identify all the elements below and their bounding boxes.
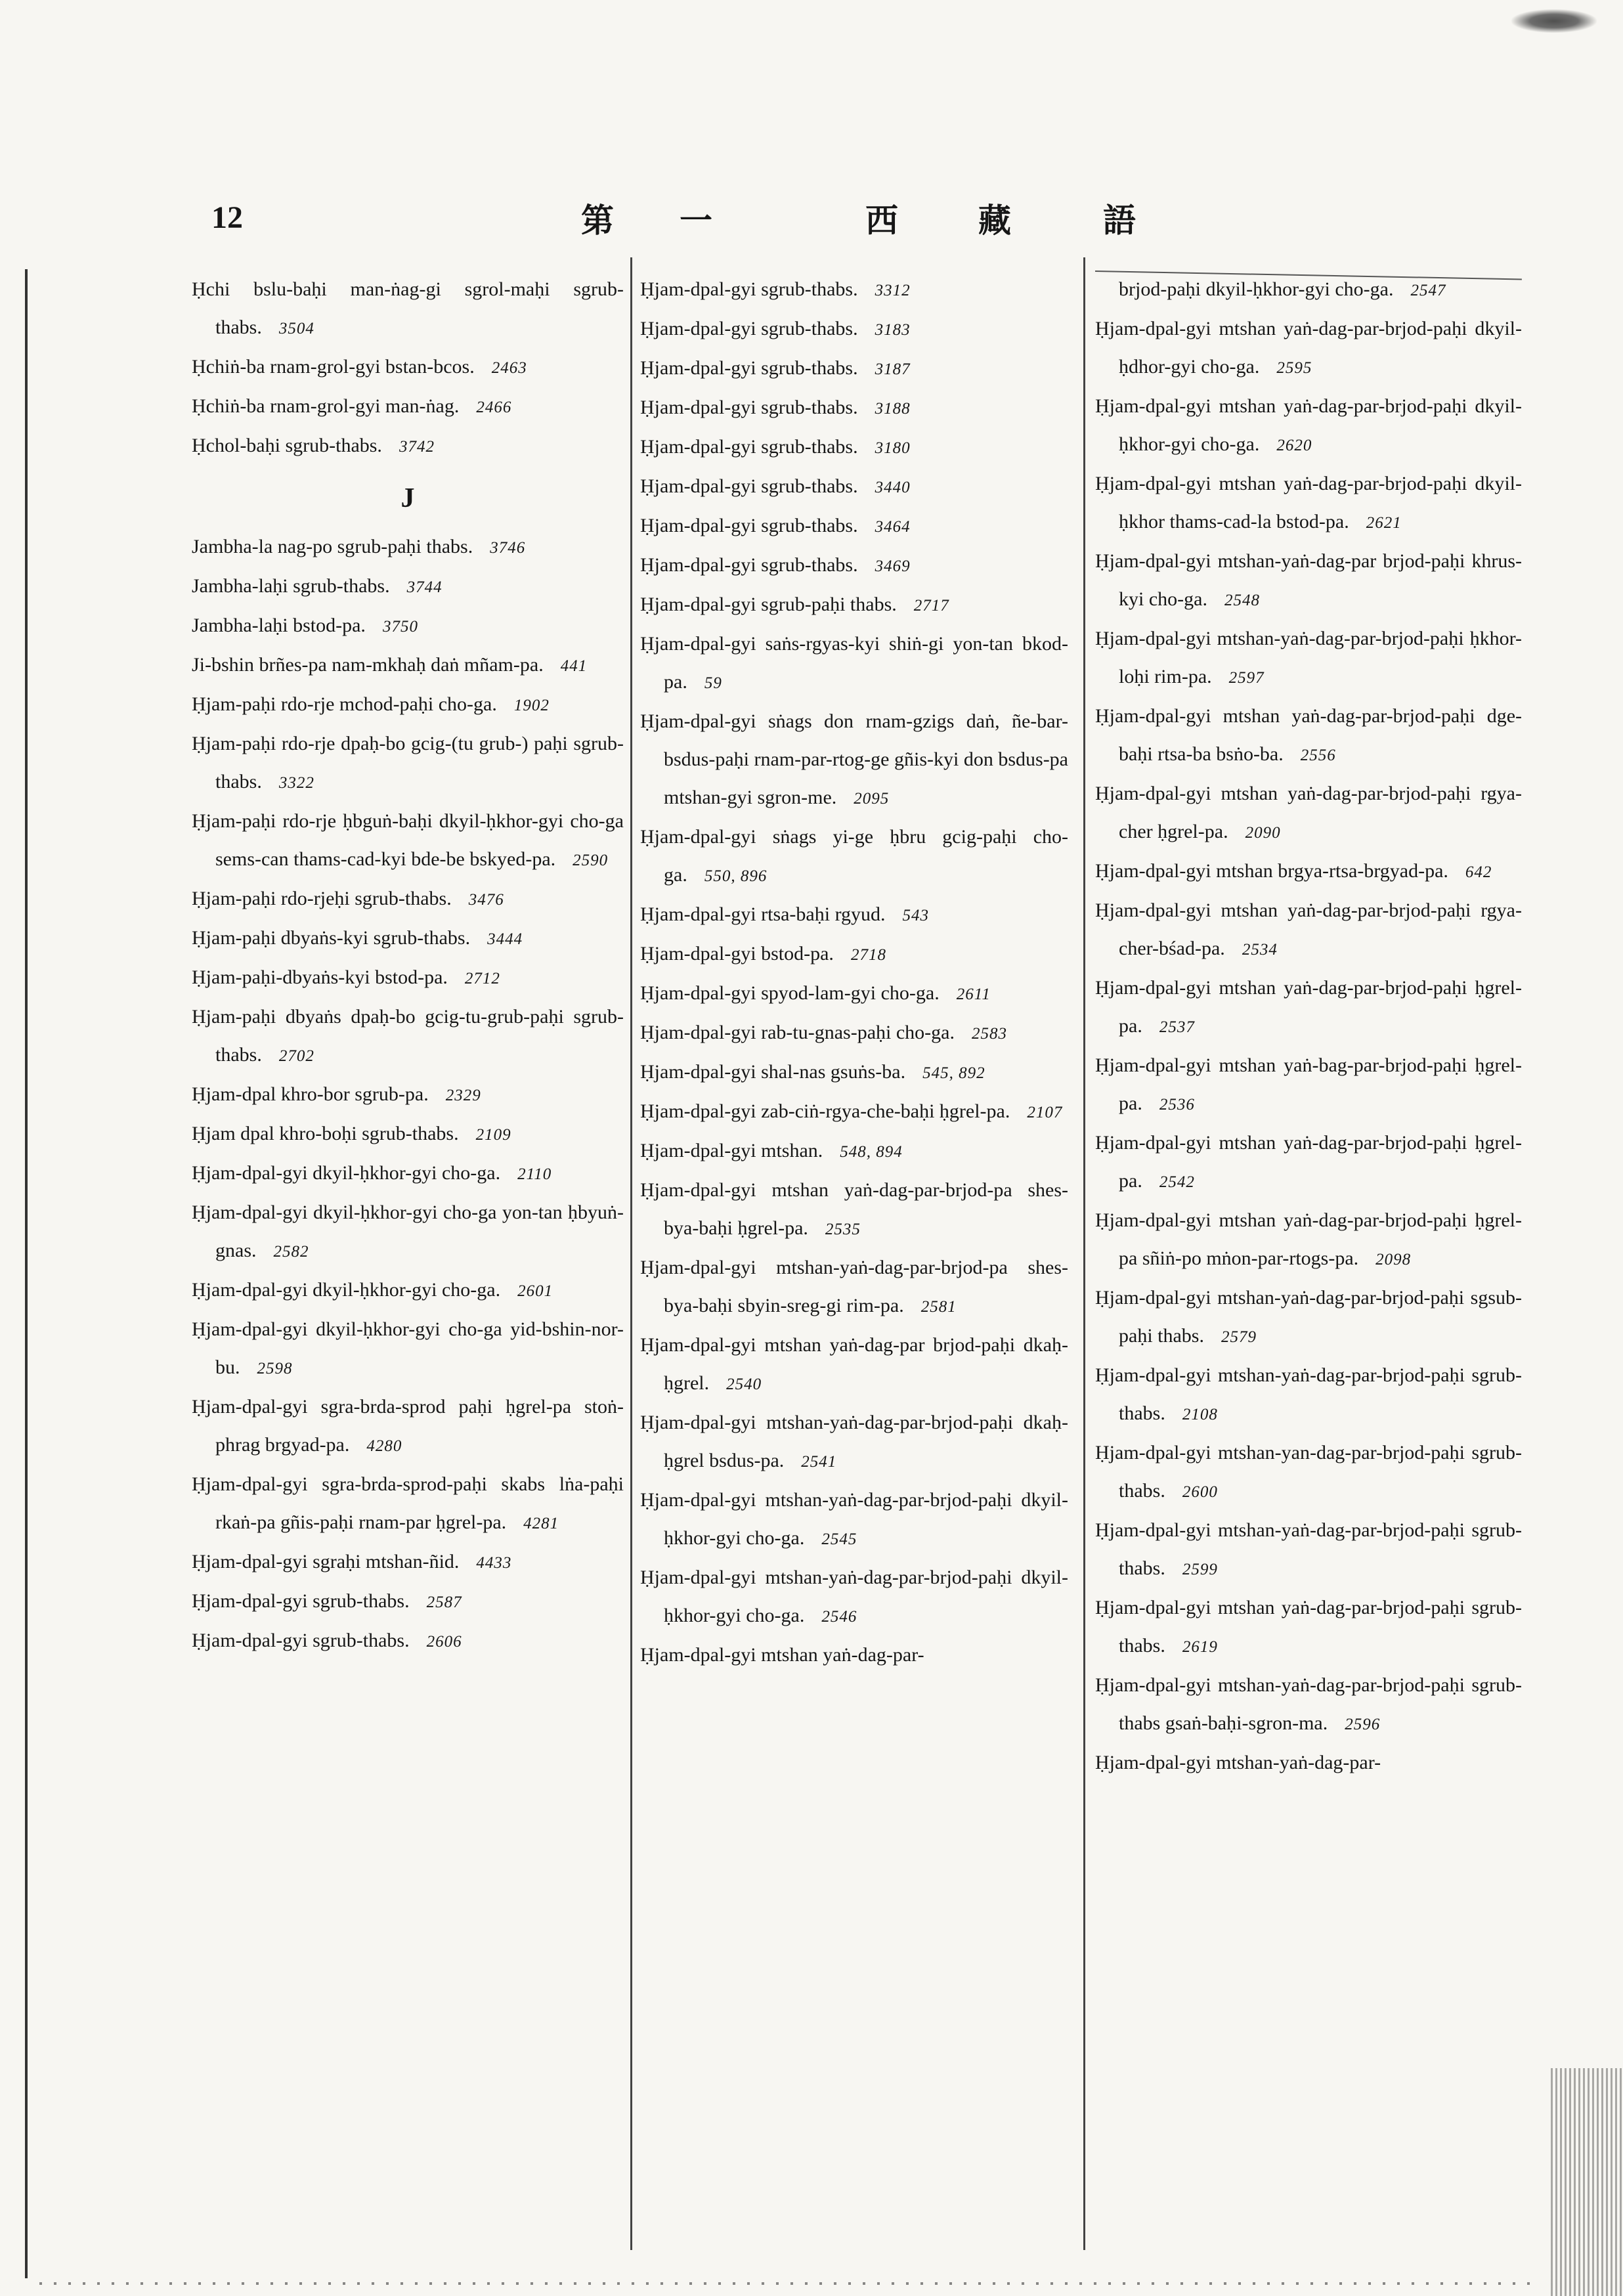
entry-title: Ḥchol-baḥi sgrub-thabs. bbox=[192, 435, 382, 456]
entry-catalog-number: 2601 bbox=[517, 1282, 553, 1300]
entry-title: Ḥchiṅ-ba rnam-grol-gyi man-ṅag. bbox=[192, 395, 460, 417]
entry-catalog-number: 543 bbox=[902, 907, 930, 924]
entry-catalog-number: 2587 bbox=[426, 1593, 462, 1611]
entry-title: Ḥjam-dpal-gyi mtshan yaṅ-dag-par-brjod-paḥi dge-baḥi rtsa-ba bsṅo-ba. bbox=[1095, 705, 1522, 765]
entry-title: Ḥchiṅ-ba rnam-grol-gyi bstan-bcos. bbox=[192, 356, 475, 378]
index-entry bbox=[1095, 542, 1522, 620]
index-entry bbox=[1095, 1666, 1522, 1744]
entry-catalog-number: 2581 bbox=[920, 1298, 957, 1316]
index-entry bbox=[640, 703, 1068, 818]
column-divider bbox=[1083, 257, 1085, 2250]
entry-title: Ḥjam-dpal-gyi mtshan yaṅ-dag-par-brjod-pa shes-bya-baḥi ḥgrel-pa. bbox=[640, 1179, 1068, 1239]
entry-catalog-number: 545, 892 bbox=[922, 1064, 985, 1082]
scan-artifact bbox=[1511, 9, 1597, 33]
entry-catalog-number: 3322 bbox=[278, 774, 314, 792]
entry-catalog-number: 2545 bbox=[821, 1530, 857, 1548]
index-entry bbox=[192, 387, 624, 427]
entry-title: Ḥjam-dpal-gyi sgra-brda-sprod-paḥi skabs lṅa-paḥi rkaṅ-pa gñis-paḥi rnam-par ḥgrel-pa. bbox=[192, 1473, 624, 1533]
entry-catalog-number: 59 bbox=[704, 674, 722, 692]
index-entry bbox=[640, 935, 1068, 974]
entry-catalog-number: 2108 bbox=[1182, 1406, 1218, 1423]
entry-catalog-number: 2107 bbox=[1027, 1104, 1063, 1121]
index-entry bbox=[1095, 852, 1522, 892]
entry-title: Ḥjam-dpal-gyi sgrub-thabs. bbox=[640, 436, 858, 458]
entry-catalog-number: 1902 bbox=[513, 697, 550, 714]
entry-catalog-number: 3180 bbox=[875, 439, 911, 457]
entry-title: Ḥjam-dpal-gyi mtshan-yaṅ-dag-par-brjod-paḥi sgsub-paḥi thabs. bbox=[1095, 1287, 1522, 1347]
entry-catalog-number: 2596 bbox=[1345, 1716, 1381, 1733]
entry-catalog-number: 2095 bbox=[854, 790, 890, 808]
index-entry bbox=[192, 685, 624, 725]
index-entry bbox=[192, 348, 624, 387]
entry-title: Ḥjam-dpal-gyi sgrub-thabs. bbox=[640, 318, 858, 339]
title-char: 語 bbox=[1103, 201, 1136, 240]
index-entry bbox=[1095, 1744, 1522, 1782]
index-entry bbox=[192, 919, 624, 959]
entry-title: Ḥjam-dpal-gyi mtshan yaṅ-dag-par-brjod-paḥi ḥgrel-pa. bbox=[1095, 977, 1522, 1037]
entry-catalog-number: 2542 bbox=[1159, 1173, 1195, 1191]
title-char: 藏 bbox=[978, 201, 1011, 240]
index-entry bbox=[640, 310, 1068, 349]
entry-catalog-number: 4433 bbox=[476, 1554, 512, 1572]
entry-list bbox=[192, 271, 624, 466]
entry-catalog-number: 3444 bbox=[487, 930, 523, 948]
entry-title: Ḥjam-dpal-gyi mtshan-yan-dag-par-brjod-paḥi sgrub-thabs. bbox=[1095, 1442, 1522, 1502]
entry-title: brjod-paḥi dkyil-ḥkhor-gyi cho-ga. bbox=[1119, 278, 1394, 300]
entry-title: Ḥjam-dpal-gyi mtshan yaṅ-dag-par-brjod-paḥi dkyil-ḥkhor-gyi cho-ga. bbox=[1095, 395, 1522, 455]
entry-title: Ḥjam-paḥi rdo-rje dpaḥ-bo gcig-(tu grub-) paḥi sgrub-thabs. bbox=[192, 733, 624, 792]
entry-catalog-number: 3312 bbox=[875, 282, 911, 299]
index-entry bbox=[1095, 271, 1522, 310]
index-entry bbox=[640, 1404, 1068, 1481]
entry-catalog-number: 2619 bbox=[1182, 1638, 1218, 1656]
index-entry bbox=[1095, 1511, 1522, 1589]
entry-catalog-number: 2595 bbox=[1276, 359, 1312, 377]
entry-catalog-number: 2535 bbox=[825, 1221, 861, 1238]
index-entry bbox=[640, 974, 1068, 1014]
index-entry bbox=[192, 959, 624, 998]
index-entry bbox=[640, 1132, 1068, 1171]
entry-catalog-number: 2620 bbox=[1276, 437, 1312, 454]
index-entry bbox=[192, 802, 624, 880]
index-entry bbox=[192, 1388, 624, 1465]
index-entry bbox=[1095, 1589, 1522, 1666]
entry-catalog-number: 2717 bbox=[913, 597, 949, 615]
entry-catalog-number: 4280 bbox=[366, 1437, 402, 1455]
entry-catalog-number: 2547 bbox=[1410, 282, 1446, 299]
index-entry bbox=[640, 1326, 1068, 1404]
entry-catalog-number: 3746 bbox=[490, 539, 526, 557]
entry-catalog-number: 2606 bbox=[426, 1633, 462, 1651]
entry-catalog-number: 2536 bbox=[1159, 1096, 1195, 1114]
index-entry bbox=[640, 349, 1068, 389]
index-entry bbox=[640, 271, 1068, 310]
entry-title: Ḥjam-dpal khro-bor sgrub-pa. bbox=[192, 1083, 429, 1105]
index-entry bbox=[640, 1559, 1068, 1636]
index-entry bbox=[1095, 1047, 1522, 1124]
entry-catalog-number: 548, 894 bbox=[840, 1143, 903, 1161]
column-divider bbox=[630, 257, 632, 2250]
entry-catalog-number: 441 bbox=[560, 657, 588, 675]
entry-title: Ḥjam-dpal-gyi sgra-brda-sprod paḥi ḥgrel-pa stoṅ-phrag brgyad-pa. bbox=[192, 1396, 624, 1456]
entry-title: Ḥjam-dpal-gyi mtshan yaṅ-dag-par-brjod-paḥi rgya-cher ḥgrel-pa. bbox=[1095, 783, 1522, 842]
entry-title: Ḥjam-dpal-gyi sṅags don rnam-gzigs daṅ, ñe-bar-bsdus-paḥi rnam-par-rtog-ge gñis-kyi don bsdus-pa mtshan-gyi sgron-me. bbox=[640, 710, 1068, 808]
entry-title: Ḥjam-dpal-gyi saṅs-rgyas-kyi shiṅ-gi yon-tan bkod-pa. bbox=[640, 633, 1068, 693]
entry-title: Ḥjam-paḥi dbyaṅs dpaḥ-bo gcig-tu-grub-paḥi sgrub-thabs. bbox=[192, 1006, 624, 1066]
entry-catalog-number: 2590 bbox=[573, 852, 609, 869]
entry-catalog-number: 2702 bbox=[278, 1047, 314, 1065]
index-entry bbox=[640, 1171, 1068, 1249]
index-entry bbox=[192, 1543, 624, 1582]
index-entry bbox=[640, 1093, 1068, 1132]
index-entry bbox=[192, 528, 624, 567]
entry-title: Ji-bshin brñes-pa nam-mkhaḥ daṅ mñam-pa. bbox=[192, 654, 544, 676]
index-entry bbox=[640, 389, 1068, 428]
title-char: 西 bbox=[865, 201, 898, 240]
entry-title: Ḥjam-dpal-gyi dkyil-ḥkhor-gyi cho-ga yon-tan ḥbyuṅ-gnas. bbox=[192, 1202, 624, 1261]
entry-title: Ḥjam-dpal-gyi mtshan-yaṅ-dag-par- bbox=[1095, 1752, 1381, 1773]
entry-catalog-number: 2599 bbox=[1182, 1561, 1218, 1578]
entry-catalog-number: 2548 bbox=[1224, 592, 1260, 609]
scan-bottom-noise bbox=[39, 2282, 1531, 2285]
entry-title: Ḥjam-paḥi rdo-rje mchod-paḥi cho-ga. bbox=[192, 693, 497, 715]
index-entry bbox=[1095, 1124, 1522, 1202]
index-entry bbox=[1095, 1434, 1522, 1511]
entry-title: Ḥjam-dpal-gyi mtshan-yaṅ-dag-par brjod-paḥi khrus-kyi cho-ga. bbox=[1095, 550, 1522, 610]
entry-title: Ḥjam-dpal-gyi sgrub-thabs. bbox=[640, 357, 858, 379]
entry-title: Ḥjam-dpal-gyi sgrub-thabs. bbox=[640, 554, 858, 576]
index-column-3 bbox=[1095, 271, 1522, 1782]
entry-title: Ḥjam-dpal-gyi mtshan-yaṅ-dag-par-brjod-paḥi sgrub-thabs gsaṅ-baḥi-sgron-ma. bbox=[1095, 1674, 1522, 1734]
index-entry bbox=[192, 725, 624, 802]
entry-catalog-number: 3476 bbox=[468, 891, 504, 909]
entry-title: Ḥjam-dpal-gyi rab-tu-gnas-paḥi cho-ga. bbox=[640, 1022, 955, 1043]
entry-title: Jambha-la nag-po sgrub-paḥi thabs. bbox=[192, 536, 473, 557]
index-entry bbox=[640, 1249, 1068, 1326]
entry-title: Ḥjam-dpal-gyi mtshan yaṅ-dag-par-brjod-paḥi ḥgrel-pa. bbox=[1095, 1132, 1522, 1192]
entry-title: Ḥjam-dpal-gyi sgrub-thabs. bbox=[192, 1630, 410, 1651]
entry-catalog-number: 2597 bbox=[1228, 669, 1265, 687]
entry-title: Ḥjam-dpal-gyi sgraḥi mtshan-ñid. bbox=[192, 1551, 460, 1572]
entry-catalog-number: 2546 bbox=[821, 1608, 857, 1626]
entry-title: Ḥjam-dpal-gyi sgrub-paḥi thabs. bbox=[640, 594, 897, 615]
index-entry bbox=[1095, 1202, 1522, 1279]
entry-title: Ḥjam-dpal-gyi sgrub-thabs. bbox=[640, 515, 858, 536]
entry-catalog-number: 2582 bbox=[273, 1243, 309, 1261]
index-entry bbox=[1095, 1279, 1522, 1356]
index-entry bbox=[192, 1465, 624, 1543]
entry-title: Ḥchi bslu-baḥi man-ṅag-gi sgrol-maḥi sgrub-thabs. bbox=[192, 278, 624, 338]
entry-title: Ḥjam-dpal-gyi mtshan yaṅ-dag-par-brjod-paḥi dkyil-ḥkhor thams-cad-la bstod-pa. bbox=[1095, 473, 1522, 532]
index-entry bbox=[192, 1115, 624, 1154]
index-entry bbox=[192, 998, 624, 1075]
index-entry bbox=[1095, 969, 1522, 1047]
entry-catalog-number: 2329 bbox=[445, 1087, 481, 1104]
index-entry bbox=[640, 625, 1068, 703]
entry-catalog-number: 550, 896 bbox=[704, 867, 768, 885]
entry-title: Jambha-laḥi bstod-pa. bbox=[192, 615, 366, 636]
entry-title: Ḥjam-paḥi rdo-rjeḥi sgrub-thabs. bbox=[192, 888, 452, 909]
index-entry bbox=[640, 1053, 1068, 1093]
entry-list bbox=[192, 528, 624, 1661]
entry-title: Ḥjam-dpal-gyi mtshan-yaṅ-dag-par-brjod-paḥi dkaḥ-ḥgrel bsdus-pa. bbox=[640, 1412, 1068, 1471]
entry-catalog-number: 3464 bbox=[875, 518, 911, 536]
entry-catalog-number: 2109 bbox=[475, 1126, 511, 1144]
entry-catalog-number: 2098 bbox=[1375, 1251, 1412, 1268]
entry-catalog-number: 4281 bbox=[523, 1515, 559, 1532]
entry-title: Ḥjam dpal khro-boḥi sgrub-thabs. bbox=[192, 1123, 459, 1144]
entry-catalog-number: 2579 bbox=[1221, 1328, 1257, 1346]
index-entry bbox=[1095, 620, 1522, 697]
scan-edge-artifact bbox=[1551, 2068, 1623, 2296]
index-entry bbox=[1095, 465, 1522, 542]
entry-title: Ḥjam-paḥi dbyaṅs-kyi sgrub-thabs. bbox=[192, 927, 471, 949]
entry-title: Ḥjam-dpal-gyi mtshan yaṅ-dag-par- bbox=[640, 1644, 924, 1666]
entry-catalog-number: 2718 bbox=[850, 946, 886, 964]
section-letter: J bbox=[400, 483, 415, 513]
page-header bbox=[0, 194, 1623, 253]
index-entry bbox=[640, 1636, 1068, 1674]
entry-title: Ḥjam-dpal-gyi shal-nas gsuṅs-ba. bbox=[640, 1061, 906, 1083]
entry-catalog-number: 642 bbox=[1465, 863, 1492, 881]
index-entry bbox=[1095, 697, 1522, 775]
index-entry bbox=[640, 507, 1068, 546]
entry-title: Ḥjam-dpal-gyi bstod-pa. bbox=[640, 943, 834, 964]
entry-catalog-number: 2621 bbox=[1366, 514, 1402, 532]
entry-title: Ḥjam-dpal-gyi dkyil-ḥkhor-gyi cho-ga. bbox=[192, 1279, 501, 1301]
index-entry bbox=[640, 586, 1068, 625]
entry-title: Ḥjam-dpal-gyi sṅags yi-ge ḥbru gcig-paḥi cho-ga. bbox=[640, 826, 1068, 886]
entry-title: Ḥjam-paḥi rdo-rje ḥbguṅ-baḥi dkyil-ḥkhor-gyi cho-ga sems-can thams-cad-kyi bde-be bskyed-pa. bbox=[192, 810, 624, 870]
index-entry bbox=[1095, 892, 1522, 969]
entry-catalog-number: 3187 bbox=[875, 360, 911, 378]
entry-catalog-number: 3504 bbox=[278, 320, 314, 337]
index-entry bbox=[192, 1310, 624, 1388]
index-entry bbox=[640, 1481, 1068, 1559]
entry-title: Ḥjam-dpal-gyi mtshan yaṅ-dag-par-brjod-paḥi sgrub-thabs. bbox=[1095, 1597, 1522, 1657]
index-entry bbox=[192, 567, 624, 607]
index-entry bbox=[1095, 775, 1522, 852]
entry-title: Ḥjam-dpal-gyi dkyil-ḥkhor-gyi cho-ga. bbox=[192, 1162, 501, 1184]
entry-title: Ḥjam-dpal-gyi mtshan yaṅ-bag-par-brjod-paḥi ḥgrel-pa. bbox=[1095, 1054, 1522, 1114]
entry-catalog-number: 3742 bbox=[399, 438, 435, 456]
entry-title: Ḥjam-dpal-gyi mtshan yaṅ-dag-par brjod-paḥi dkaḥ-ḥgrel. bbox=[640, 1334, 1068, 1394]
entry-catalog-number: 3188 bbox=[875, 400, 911, 418]
entry-title: Ḥjam-dpal-gyi mtshan-yaṅ-dag-par-brjod-pa shes-bya-baḥi sbyin-sreg-gi rim-pa. bbox=[640, 1257, 1068, 1316]
entry-catalog-number: 2537 bbox=[1159, 1018, 1195, 1036]
entry-title: Ḥjam-dpal-gyi mtshan yaṅ-dag-par-brjod-paḥi dkyil-ḥdhor-gyi cho-ga. bbox=[1095, 318, 1522, 378]
index-entry bbox=[1095, 310, 1522, 387]
index-entry bbox=[640, 1014, 1068, 1053]
entry-catalog-number: 2598 bbox=[257, 1360, 293, 1377]
entry-title: Ḥjam-dpal-gyi sgrub-thabs. bbox=[192, 1590, 410, 1612]
index-entry bbox=[640, 428, 1068, 467]
index-entry bbox=[192, 607, 624, 646]
entry-catalog-number: 2611 bbox=[956, 986, 991, 1003]
entry-title: Ḥjam-dpal-gyi rtsa-baḥi rgyud. bbox=[640, 903, 886, 925]
entry-title: Ḥjam-dpal-gyi sgrub-thabs. bbox=[640, 278, 858, 300]
index-entry bbox=[1095, 1356, 1522, 1434]
entry-title: Jambha-laḥi sgrub-thabs. bbox=[192, 575, 390, 597]
index-entry bbox=[640, 818, 1068, 896]
entry-catalog-number: 2090 bbox=[1245, 824, 1281, 842]
entry-title: Ḥjam-dpal-gyi sgrub-thabs. bbox=[640, 397, 858, 418]
entry-title: Ḥjam-dpal-gyi dkyil-ḥkhor-gyi cho-ga yid-bshin-nor-bu. bbox=[192, 1318, 624, 1378]
entry-catalog-number: 2466 bbox=[476, 399, 512, 416]
entry-title: Ḥjam-dpal-gyi mtshan yaṅ-dag-par-brjod-paḥi ḥgrel-pa sñiṅ-po mṅon-par-rtogs-pa. bbox=[1095, 1209, 1522, 1269]
entry-catalog-number: 2110 bbox=[517, 1165, 552, 1183]
page-number: 12 bbox=[211, 200, 243, 235]
entry-title: Ḥjam-dpal-gyi mtshan. bbox=[640, 1140, 823, 1161]
entry-title: Ḥjam-dpal-gyi mtshan-yaṅ-dag-par-brjod-paḥi ḥkhor-loḥi rim-pa. bbox=[1095, 628, 1522, 687]
entry-title: Ḥjam-dpal-gyi mtshan brgya-rtsa-brgyad-pa. bbox=[1095, 860, 1448, 882]
index-column-2 bbox=[640, 271, 1068, 1674]
entry-catalog-number: 2556 bbox=[1300, 747, 1336, 764]
entry-title: Ḥjam-dpal-gyi mtshan-yaṅ-dag-par-brjod-paḥi dkyil-ḥkhor-gyi cho-ga. bbox=[640, 1567, 1068, 1626]
entry-catalog-number: 2712 bbox=[464, 970, 500, 987]
entry-title: Ḥjam-dpal-gyi mtshan-yaṅ-dag-par-brjod-paḥi sgrub-thabs. bbox=[1095, 1364, 1522, 1424]
index-entry bbox=[192, 1582, 624, 1622]
index-entry bbox=[192, 427, 624, 466]
index-entry bbox=[192, 1622, 624, 1661]
entry-catalog-number: 2534 bbox=[1242, 941, 1278, 959]
entry-catalog-number: 2541 bbox=[801, 1453, 837, 1471]
entry-catalog-number: 3469 bbox=[875, 557, 911, 575]
entry-catalog-number: 3744 bbox=[406, 578, 443, 596]
entry-catalog-number: 3183 bbox=[875, 321, 911, 339]
index-entry bbox=[640, 896, 1068, 935]
title-char: 第 bbox=[581, 201, 614, 240]
entry-catalog-number: 3750 bbox=[382, 618, 418, 636]
entry-catalog-number: 3440 bbox=[875, 479, 911, 496]
entry-title: Ḥjam-dpal-gyi mtshan-yaṅ-dag-par-brjod-paḥi dkyil-ḥkhor-gyi cho-ga. bbox=[640, 1489, 1068, 1549]
entry-title: Ḥjam-dpal-gyi mtshan-yaṅ-dag-par-brjod-paḥi sgrub-thabs. bbox=[1095, 1519, 1522, 1579]
entry-title: Ḥjam-dpal-gyi spyod-lam-gyi cho-ga. bbox=[640, 982, 940, 1004]
index-entry bbox=[192, 271, 624, 348]
entry-title: Ḥjam-paḥi-dbyaṅs-kyi bstod-pa. bbox=[192, 966, 448, 988]
entry-catalog-number: 2540 bbox=[726, 1375, 762, 1393]
entry-title: Ḥjam-dpal-gyi sgrub-thabs. bbox=[640, 475, 858, 497]
entry-catalog-number: 2463 bbox=[491, 359, 527, 377]
index-entry bbox=[192, 880, 624, 919]
index-entry bbox=[1095, 387, 1522, 465]
index-entry bbox=[640, 546, 1068, 586]
index-entry bbox=[192, 646, 624, 685]
index-entry bbox=[640, 467, 1068, 507]
entry-catalog-number: 2583 bbox=[972, 1025, 1007, 1043]
index-column-1 bbox=[192, 271, 624, 1661]
index-entry bbox=[192, 1154, 624, 1194]
index-entry bbox=[192, 1271, 624, 1310]
entry-catalog-number: 2600 bbox=[1182, 1483, 1218, 1501]
binding-edge-line bbox=[25, 269, 28, 2278]
title-char: 一 bbox=[680, 201, 712, 240]
index-entry bbox=[192, 1075, 624, 1115]
entry-title: Ḥjam-dpal-gyi zab-ciṅ-rgya-che-baḥi ḥgrel-pa. bbox=[640, 1100, 1010, 1122]
index-entry bbox=[192, 1194, 624, 1271]
entry-title: Ḥjam-dpal-gyi mtshan yaṅ-dag-par-brjod-paḥi rgya-cher-bśad-pa. bbox=[1095, 899, 1522, 959]
